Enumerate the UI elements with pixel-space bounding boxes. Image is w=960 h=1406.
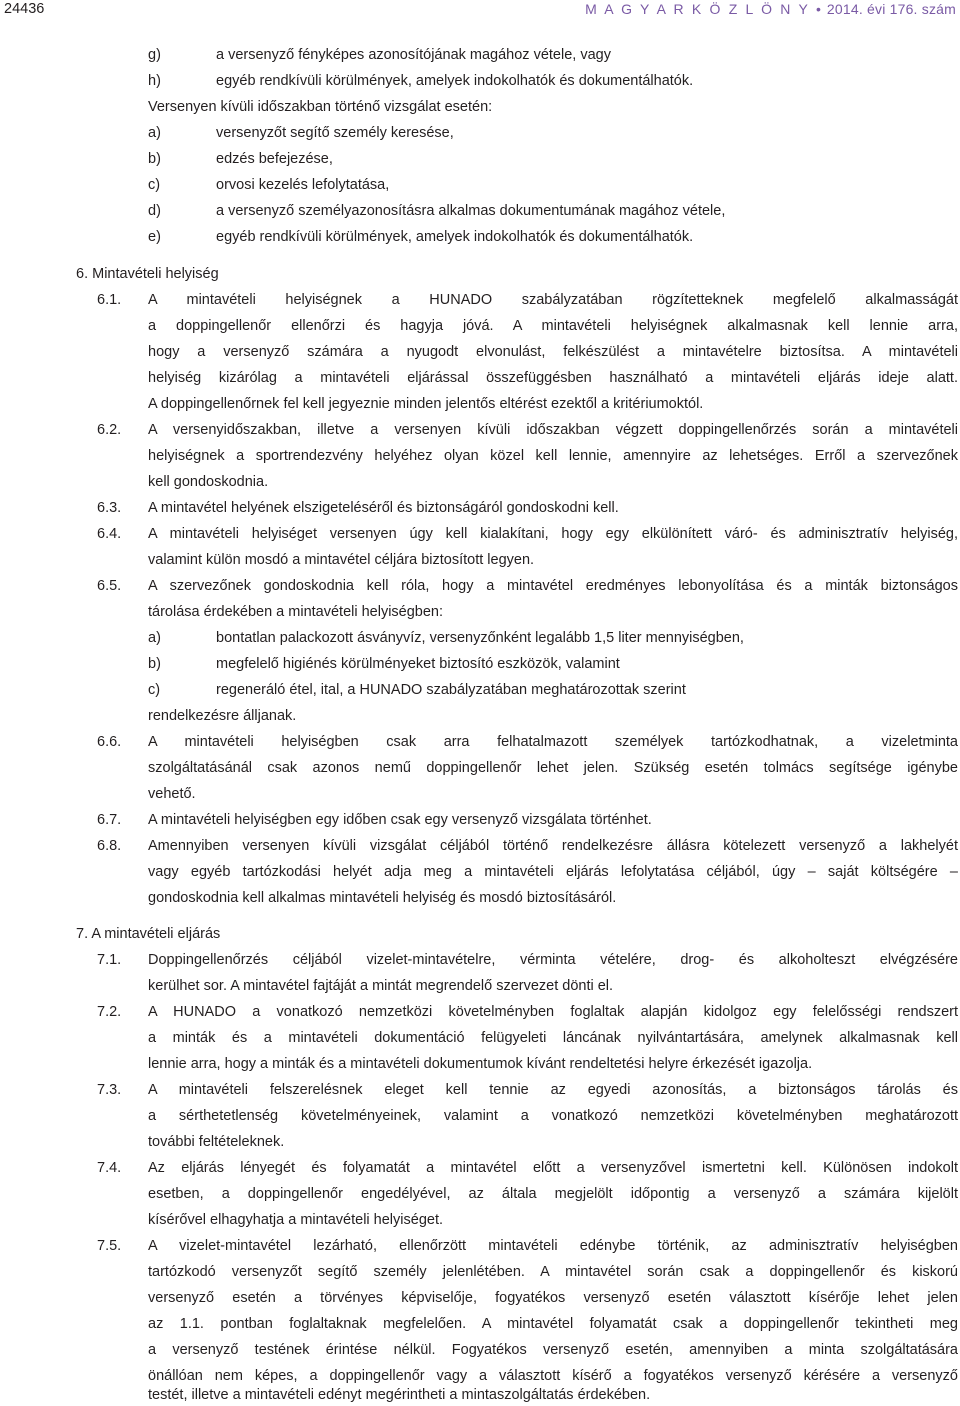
paragraph-line: helyiség kizárólag a mintavételi eljárással összefüggésben használható a mintavételi eljárás ideje alatt. [148,370,958,386]
list-item: regeneráló étel, ital, a HUNADO szabályzatában meghatározottak szerint [216,682,686,698]
paragraph-line: A mintavételi felszerelésnek eleget kell tennie az egyedi azonosítás, a biztonságos tárolás és [148,1082,958,1098]
page-number: 24436 [4,1,45,17]
paragraph-number: 6.3. [97,500,122,516]
paragraph-line: A mintavétel helyének elszigeteléséről és biztonságáról gondoskodni kell. [148,500,619,516]
paragraph-line: kísérővel elhagyhatja a mintavételi helyiséget. [148,1212,443,1228]
paragraph-number: 6.2. [97,422,122,438]
paragraph-line: esetben, a doppingellenőr engedélyével, az általa megjelölt időpontig a versenyző a számára kijelölt [148,1186,958,1202]
paragraph-line: A mintavételi helyiségben egy időben csak egy versenyző vizsgálata történhet. [148,812,652,828]
paragraph-line: versenyző esetén a törvényes képviselője, fogyatékos versenyző esetén választott kísérője lehet jelen [148,1290,958,1306]
list-item: orvosi kezelés lefolytatása, [216,177,390,193]
paragraph-line: Doppingellenőrzés céljából vizelet-mintavételre, vérminta vételére, drog- és alkoholteszt elvégzésére [148,952,958,968]
paragraph-line: a minták és a mintavételi dokumentáció felügyeleti láncának nyilvántartására, amelynek alkalmasnak kell [148,1030,958,1046]
paragraph-number: 6.4. [97,526,122,542]
paragraph-line: további feltételeknek. [148,1134,285,1150]
section-heading: 7. A mintavételi eljárás [76,926,221,942]
list-label: e) [148,229,161,245]
paragraph-line: rendelkezésre álljanak. [148,708,297,724]
list-item: a versenyző személyazonosításra alkalmas dokumentumának magához vétele, [216,203,726,219]
paragraph-line: vehető. [148,786,196,802]
paragraph-line: kell gondoskodnia. [148,474,269,490]
paragraph-line: a doppingellenőr ellenőrzi és hagyja jóvá. A mintavételi helyiségnek alkalmasnak kell lennie arra, [148,318,958,334]
list-item: egyéb rendkívüli körülmények, amelyek indokolhatók és dokumentálhatók. [216,229,694,245]
list-label: g) [148,47,161,63]
paragraph-line: helyiségnek a sportrendezvény helyéhez olyan közel kell lennie, amennyire az lehetséges. Erről a szervezőnek [148,448,958,464]
paragraph-number: 7.1. [97,952,122,968]
paragraph-number: 7.5. [97,1238,122,1254]
list-label: d) [148,203,161,219]
list-item: egyéb rendkívüli körülmények, amelyek indokolhatók és dokumentálhatók. [216,73,694,89]
paragraph-number: 7.4. [97,1160,122,1176]
paragraph-line: az 1.1. pontban foglaltaknak megfelelően. A mintavétel folyamatát csak a doppingellenőr tekintheti meg [148,1316,958,1332]
paragraph-line: valamint külön mosdó a mintavétel céljára biztosított legyen. [148,552,535,568]
paragraph-line: A HUNADO a vonatkozó nemzetközi követelményben foglaltak alapján kidolgoz egy felelősségi rendszert [148,1004,958,1020]
paragraph-line: tartózkodó versenyzőt segítő személy jelenlétében. A mintavétel során csak a doppingellenőr és kiskorú [148,1264,958,1280]
paragraph-line: hogy a versenyző számára a nyugodt elvonulást, felkészülést a mintavételre biztosítsa. A mintavételi [148,344,958,360]
paragraph-line: kerülhet sor. A mintavétel fajtáját a mintát megrendelő szervezet dönti el. [148,978,614,994]
list-item: a versenyző fényképes azonosítójának magához vétele, vagy [216,47,611,63]
paragraph-number: 7.2. [97,1004,122,1020]
paragraph-line: a sérthetetlenség követelményeinek, valamint a vonatkozó nemzetközi követelményben meghatározott [148,1108,958,1124]
paragraph-line: A versenyidőszakban, illetve a versenyen kívüli időszakban végzett doppingellenőrzés során a mintavételi [148,422,958,438]
list-label: b) [148,151,161,167]
list-item: bontatlan palackozott ásványvíz, versenyzőnként legalább 1,5 liter mennyiségben, [216,630,744,646]
paragraph-line: önállóan nem képes, a doppingellenőr vagy a választott kísérő a fogyatékos versenyző kérésére a versenyző [148,1368,958,1384]
paragraph-line: vagy egyéb tartózkodási helyét adja meg a mintavételi eljárás lefolytatása céljából, úgy – saját költségére – [148,864,958,880]
journal-title: M A G Y A R K Ö Z L Ö N Y [585,1,810,17]
paragraph-number: 6.7. [97,812,122,828]
list-label: c) [148,177,161,193]
list-label: a) [148,125,161,141]
paragraph-line: Az eljárás lényegét és folyamatát a mintavétel előtt a versenyzővel ismertetni kell. Különösen indokolt [148,1160,958,1176]
header-separator: • [815,1,821,17]
paragraph-line: gondoskodnia kell alkalmas mintavételi helyiség és mosdó biztosításáról. [148,890,617,906]
paragraph-line: A mintavételi helyiséget versenyen úgy kell kialakítani, hogy egy elkülönített váró- és adminisztratív helyiség, [148,526,958,542]
paragraph-line: A mintavételi helyiségben csak arra felhatalmazott személyek tartózkodhatnak, a vizeletminta [148,734,958,750]
list-label: h) [148,73,161,89]
paragraph-number: 6.1. [97,292,122,308]
running-head [585,1,956,17]
list-item: megfelelő higiénés körülményeket biztosító eszközök, valamint [216,656,620,672]
paragraph-number: 6.5. [97,578,122,594]
section-heading: 6. Mintavételi helyiség [76,266,219,282]
paragraph-number: 6.6. [97,734,122,750]
paragraph-line: testét, illetve a mintavételi edényt megérintheti a mintaszolgáltatás érdekében. [148,1387,651,1403]
paragraph-number: 6.8. [97,838,122,854]
paragraph-line: lennie arra, hogy a minták és a mintavételi dokumentumok kívánt rendeltetési helyre érkezését igazolja. [148,1056,813,1072]
paragraph-line: a versenyző testének érintése nélkül. Fogyatékos versenyző esetén, amennyiben a minta szolgáltatására [148,1342,958,1358]
issue-number: 2014. évi 176. szám [826,1,956,17]
list-label: b) [148,656,161,672]
paragraph-line: A vizelet-mintavétel lezárható, ellenőrzött mintavételi edénybe történik, az adminisztratív helyiségben [148,1238,958,1254]
list-item: versenyzőt segítő személy keresése, [216,125,454,141]
list-label: c) [148,682,161,698]
paragraph-line: A doppingellenőrnek fel kell jegyeznie minden jelentős eltérést ezektől a kritériumoktól. [148,396,704,412]
paragraph-line: A mintavételi helyiségnek a HUNADO szabályzatában rögzítetteknek megfelelő alkalmasságát [148,292,958,308]
paragraph-intro: Versenyen kívüli időszakban történő vizsgálat esetén: [148,99,493,115]
paragraph-line: szolgáltatásánál csak azonos nemű doppingellenőr lehet jelen. Szükség esetén tolmács segítsége igénybe [148,760,958,776]
paragraph-line: A szervezőnek gondoskodnia kell róla, hogy a mintavétel eredményes lebonyolítása és a minták biztonságos [148,578,958,594]
list-label: a) [148,630,161,646]
paragraph-line: Amennyiben versenyen kívüli vizsgálat céljából történő rendelkezésre állásra kötelezett versenyző a lakhelyét [148,838,958,854]
list-item: edzés befejezése, [216,151,333,167]
paragraph-number: 7.3. [97,1082,122,1098]
paragraph-line: tárolása érdekében a mintavételi helyiségben: [148,604,444,620]
